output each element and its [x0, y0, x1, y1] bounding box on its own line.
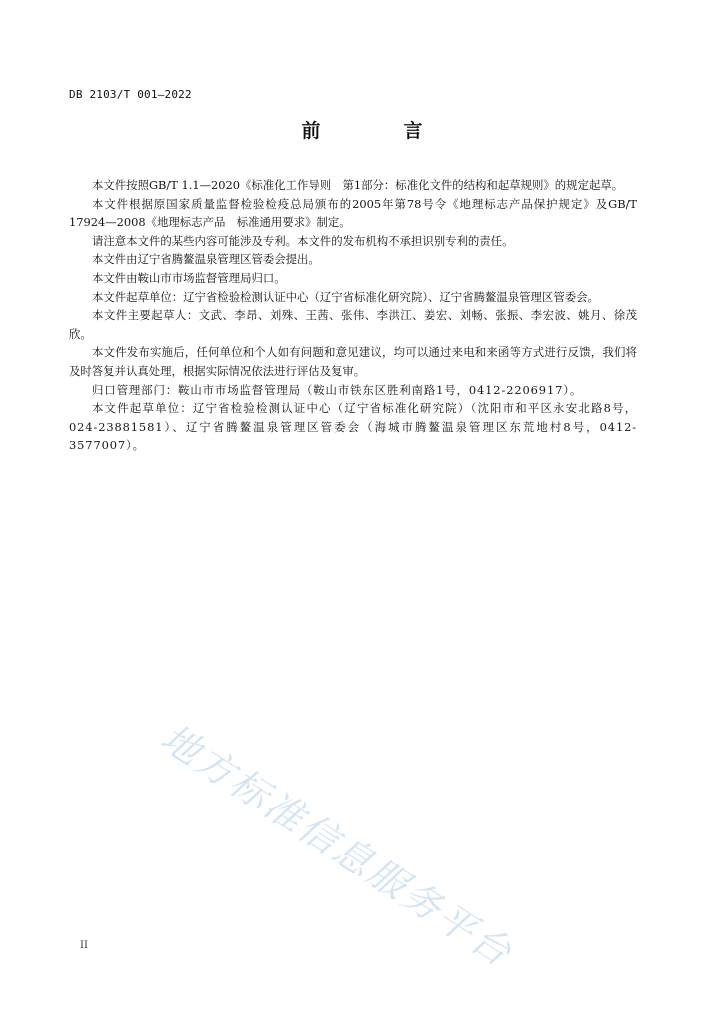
paragraph-proposer: 本文件由辽宁省腾鳌温泉管理区管委会提出。: [92, 252, 320, 267]
watermark: 地方标准信息服务平台: [153, 715, 521, 976]
paragraph-basis: 本文件根据原国家质量监督检验检疫总局颁布的2005年第78号令《地理标志产品保护规定》及GB/T 17924—2008《地理标志产品 标准通用要求》制定。: [69, 196, 637, 230]
paragraph-centralized-by: 本文件由鞍山市市场监督管理局归口。: [92, 270, 286, 285]
paragraph-authority-contact: 归口管理部门：鞍山市市场监督管理局（鞍山市铁东区胜利南路1号，0412-2206917）。: [92, 382, 583, 397]
page-title: 前 言: [301, 120, 455, 142]
paragraph-patent-notice: 请注意本文件的某些内容可能涉及专利。本文件的发布机构不承担识别专利的责任。: [92, 233, 514, 248]
paragraph-drafting-units: 本文件起草单位：辽宁省检验检测认证中心（辽宁省标准化研究院）、辽宁省腾鳌温泉管理区管委会。: [92, 289, 599, 304]
page-number: II: [80, 940, 88, 951]
paragraph-drafter-contact: 本文件起草单位：辽宁省检验检测认证中心（辽宁省标准化研究院）（沈阳市和平区永安北路8号，024-23881581）、辽宁省腾鳌温泉管理区管委会（海城市腾鳌温泉管理区东荒地村8号，0412-3577007）。: [69, 401, 637, 453]
foreword-body: [69, 176, 637, 455]
document-code: DB 2103/T 001—2022: [69, 88, 192, 101]
paragraph-drafting-rules: 本文件按照GB/T 1.1—2020《标准化工作导则 第1部分：标准化文件的结构和起草规则》的规定起草。: [92, 178, 624, 192]
paragraph-feedback: 本文件发布实施后，任何单位和个人如有问题和意见建议，均可以通过来电和来函等方式进行反馈，我们将及时答复并认真处理，根据实际情况依法进行评估及复审。: [69, 345, 637, 378]
paragraph-main-drafters: 本文件主要起草人：文武、李昂、刘殊、王茜、张伟、李洪江、姜宏、刘畅、张振、李宏波、姚月、徐茂欣。: [69, 308, 637, 341]
